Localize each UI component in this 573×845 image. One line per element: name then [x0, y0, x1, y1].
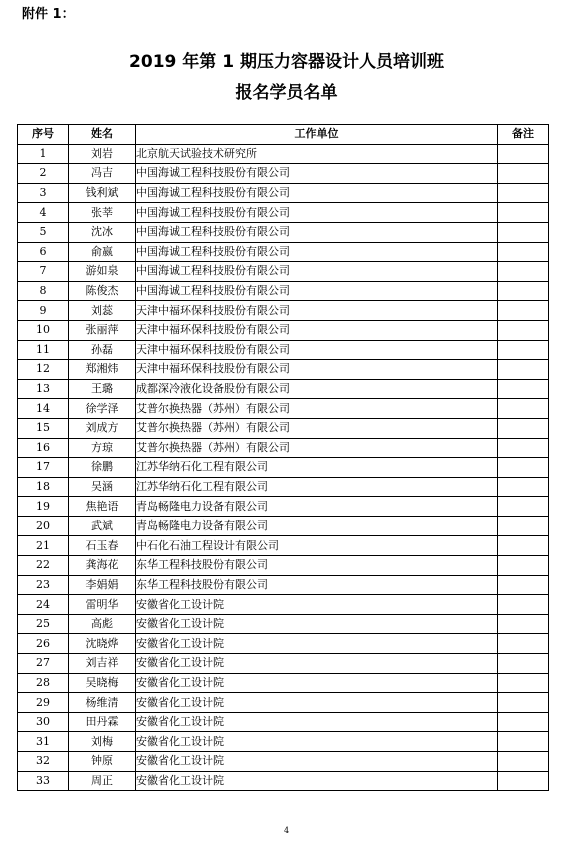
row-name: 王璐 — [69, 379, 136, 399]
row-number: 7 — [18, 262, 69, 282]
header-no: 序号 — [18, 125, 69, 145]
row-name: 沈冰 — [69, 222, 136, 242]
row-name: 刘蕊 — [69, 301, 136, 321]
row-remark — [498, 575, 549, 595]
table-row — [18, 222, 549, 242]
table-row — [18, 752, 549, 772]
row-unit: 安徽省化工设计院 — [136, 595, 498, 615]
row-number: 20 — [18, 516, 69, 536]
row-remark — [498, 654, 549, 674]
row-remark — [498, 732, 549, 752]
table-body — [18, 144, 549, 791]
row-unit: 艾普尔换热器（苏州）有限公司 — [136, 418, 498, 438]
row-remark — [498, 752, 549, 772]
row-number: 2 — [18, 164, 69, 184]
row-number: 1 — [18, 144, 69, 164]
table-row — [18, 516, 549, 536]
row-remark — [498, 301, 549, 321]
row-name: 雷明华 — [69, 595, 136, 615]
row-number: 9 — [18, 301, 69, 321]
row-remark — [498, 634, 549, 654]
row-unit: 中国海诚工程科技股份有限公司 — [136, 183, 498, 203]
row-unit: 安徽省化工设计院 — [136, 654, 498, 674]
row-unit: 安徽省化工设计院 — [136, 752, 498, 772]
row-unit: 青岛畅隆电力设备有限公司 — [136, 516, 498, 536]
roster-table — [17, 124, 549, 791]
row-name: 刘成方 — [69, 418, 136, 438]
row-remark — [498, 164, 549, 184]
row-number: 28 — [18, 673, 69, 693]
row-remark — [498, 144, 549, 164]
table-row — [18, 438, 549, 458]
row-number: 26 — [18, 634, 69, 654]
row-name: 杨维清 — [69, 693, 136, 713]
row-number: 29 — [18, 693, 69, 713]
row-name: 钱利斌 — [69, 183, 136, 203]
row-name: 田丹霖 — [69, 712, 136, 732]
row-number: 24 — [18, 595, 69, 615]
row-remark — [498, 203, 549, 223]
row-unit: 中国海诚工程科技股份有限公司 — [136, 164, 498, 184]
row-name: 方琼 — [69, 438, 136, 458]
row-remark — [498, 614, 549, 634]
table-row — [18, 595, 549, 615]
table-row — [18, 771, 549, 791]
table-row — [18, 477, 549, 497]
table-row — [18, 575, 549, 595]
table-row — [18, 536, 549, 556]
row-number: 14 — [18, 399, 69, 419]
row-unit: 天津中福环保科技股份有限公司 — [136, 360, 498, 380]
row-name: 周正 — [69, 771, 136, 791]
row-remark — [498, 673, 549, 693]
row-unit: 江苏华纳石化工程有限公司 — [136, 477, 498, 497]
row-number: 8 — [18, 281, 69, 301]
table-row — [18, 144, 549, 164]
row-remark — [498, 281, 549, 301]
row-remark — [498, 693, 549, 713]
row-number: 30 — [18, 712, 69, 732]
row-number: 33 — [18, 771, 69, 791]
row-number: 10 — [18, 320, 69, 340]
row-remark — [498, 556, 549, 576]
row-unit: 安徽省化工设计院 — [136, 634, 498, 654]
table-row — [18, 497, 549, 517]
table-row — [18, 458, 549, 478]
row-unit: 艾普尔换热器（苏州）有限公司 — [136, 399, 498, 419]
row-number: 21 — [18, 536, 69, 556]
row-name: 吴晓梅 — [69, 673, 136, 693]
table-row — [18, 262, 549, 282]
table-row — [18, 614, 549, 634]
header-remark: 备注 — [498, 125, 549, 145]
table-row — [18, 164, 549, 184]
table-row — [18, 399, 549, 419]
row-number: 27 — [18, 654, 69, 674]
row-unit: 东华工程科技股份有限公司 — [136, 556, 498, 576]
row-unit: 中国海诚工程科技股份有限公司 — [136, 281, 498, 301]
row-number: 18 — [18, 477, 69, 497]
row-unit: 东华工程科技股份有限公司 — [136, 575, 498, 595]
row-name: 龚海花 — [69, 556, 136, 576]
row-remark — [498, 497, 549, 517]
row-number: 16 — [18, 438, 69, 458]
row-number: 11 — [18, 340, 69, 360]
table-row — [18, 634, 549, 654]
row-remark — [498, 222, 549, 242]
row-name: 徐鹏 — [69, 458, 136, 478]
row-remark — [498, 712, 549, 732]
row-name: 高彪 — [69, 614, 136, 634]
row-remark — [498, 340, 549, 360]
row-unit: 天津中福环保科技股份有限公司 — [136, 320, 498, 340]
row-number: 6 — [18, 242, 69, 262]
row-name: 游如泉 — [69, 262, 136, 282]
row-name: 沈晓烨 — [69, 634, 136, 654]
row-remark — [498, 536, 549, 556]
row-name: 刘岩 — [69, 144, 136, 164]
row-remark — [498, 379, 549, 399]
row-remark — [498, 242, 549, 262]
row-name: 郑湘炜 — [69, 360, 136, 380]
table-row — [18, 320, 549, 340]
row-name: 李娟娟 — [69, 575, 136, 595]
row-name: 吴涵 — [69, 477, 136, 497]
table-row — [18, 712, 549, 732]
table-row — [18, 360, 549, 380]
row-unit: 安徽省化工设计院 — [136, 712, 498, 732]
row-unit: 安徽省化工设计院 — [136, 693, 498, 713]
row-name: 武斌 — [69, 516, 136, 536]
attachment-label: 附件 1： — [22, 7, 75, 22]
row-unit: 中国海诚工程科技股份有限公司 — [136, 222, 498, 242]
row-unit: 中国海诚工程科技股份有限公司 — [136, 203, 498, 223]
row-unit: 成都深冷液化设备股份有限公司 — [136, 379, 498, 399]
row-name: 张莘 — [69, 203, 136, 223]
table-row — [18, 693, 549, 713]
row-number: 12 — [18, 360, 69, 380]
document-subtitle: 报名学员名单 — [235, 83, 338, 103]
row-remark — [498, 262, 549, 282]
table-row — [18, 654, 549, 674]
row-number: 31 — [18, 732, 69, 752]
row-name: 钟原 — [69, 752, 136, 772]
row-unit: 安徽省化工设计院 — [136, 771, 498, 791]
row-unit: 中石化石油工程设计有限公司 — [136, 536, 498, 556]
table-header-row — [18, 125, 549, 145]
row-remark — [498, 399, 549, 419]
row-name: 陈俊杰 — [69, 281, 136, 301]
table-row — [18, 673, 549, 693]
row-name: 张丽萍 — [69, 320, 136, 340]
row-number: 32 — [18, 752, 69, 772]
row-number: 22 — [18, 556, 69, 576]
table-row — [18, 732, 549, 752]
row-remark — [498, 183, 549, 203]
row-unit: 中国海诚工程科技股份有限公司 — [136, 262, 498, 282]
row-name: 刘梅 — [69, 732, 136, 752]
row-number: 25 — [18, 614, 69, 634]
row-unit: 安徽省化工设计院 — [136, 614, 498, 634]
row-name: 徐学泽 — [69, 399, 136, 419]
row-remark — [498, 516, 549, 536]
row-name: 孙磊 — [69, 340, 136, 360]
row-remark — [498, 438, 549, 458]
row-remark — [498, 771, 549, 791]
row-number: 4 — [18, 203, 69, 223]
row-unit: 安徽省化工设计院 — [136, 673, 498, 693]
row-unit: 天津中福环保科技股份有限公司 — [136, 340, 498, 360]
row-name: 冯吉 — [69, 164, 136, 184]
table-row — [18, 281, 549, 301]
row-number: 13 — [18, 379, 69, 399]
row-number: 5 — [18, 222, 69, 242]
row-number: 3 — [18, 183, 69, 203]
row-remark — [498, 477, 549, 497]
row-remark — [498, 320, 549, 340]
row-number: 19 — [18, 497, 69, 517]
row-remark — [498, 360, 549, 380]
row-unit: 江苏华纳石化工程有限公司 — [136, 458, 498, 478]
table-row — [18, 340, 549, 360]
table-row — [18, 301, 549, 321]
header-unit: 工作单位 — [136, 125, 498, 145]
row-remark — [498, 418, 549, 438]
table-row — [18, 183, 549, 203]
document-title: 2019 年第 1 期压力容器设计人员培训班 — [129, 52, 444, 72]
header-name: 姓名 — [69, 125, 136, 145]
table-row — [18, 242, 549, 262]
row-number: 15 — [18, 418, 69, 438]
row-unit: 天津中福环保科技股份有限公司 — [136, 301, 498, 321]
row-name: 石玉春 — [69, 536, 136, 556]
table-row — [18, 556, 549, 576]
table-row — [18, 379, 549, 399]
row-unit: 青岛畅隆电力设备有限公司 — [136, 497, 498, 517]
row-unit: 艾普尔换热器（苏州）有限公司 — [136, 438, 498, 458]
table-row — [18, 203, 549, 223]
page-number: 4 — [283, 826, 290, 835]
row-remark — [498, 595, 549, 615]
row-number: 23 — [18, 575, 69, 595]
row-unit: 安徽省化工设计院 — [136, 732, 498, 752]
row-unit: 北京航天试验技术研究所 — [136, 144, 498, 164]
row-name: 焦艳语 — [69, 497, 136, 517]
row-name: 俞嬴 — [69, 242, 136, 262]
row-name: 刘吉祥 — [69, 654, 136, 674]
row-unit: 中国海诚工程科技股份有限公司 — [136, 242, 498, 262]
table-row — [18, 418, 549, 438]
row-remark — [498, 458, 549, 478]
row-number: 17 — [18, 458, 69, 478]
